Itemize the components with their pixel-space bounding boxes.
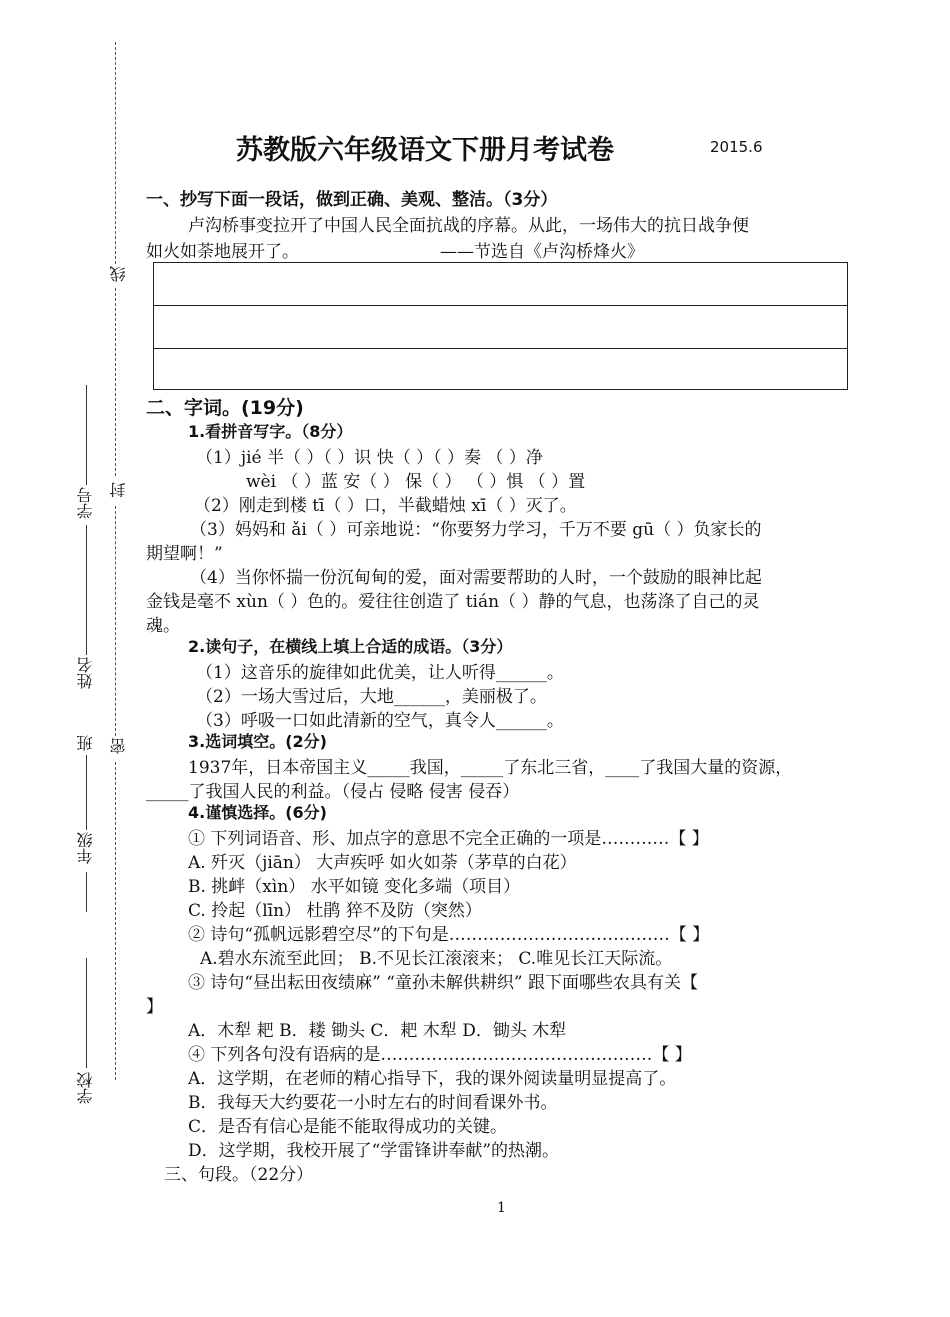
cut-line-segment — [115, 42, 116, 264]
q4-line: ① 下列词语音、形、加点字的意思不完全正确的一项是…………【 】 — [188, 829, 709, 849]
q4-line: 】 — [146, 997, 163, 1017]
q1-line: 魂。 — [146, 616, 180, 636]
q1-line: （1）jié 半（ ）（ ）识 快（ ）（ ）奏 （ ）净 — [196, 448, 543, 468]
q2-heading: 2.读句子，在横线上填上合适的成语。（3分） — [188, 637, 513, 656]
cut-label-line: 线 — [109, 266, 128, 282]
copy-writing-row[interactable] — [154, 263, 847, 306]
q3-line: 1937年，日本帝国主义_____我国，_____了东北三省，____了我国大量的资源， — [188, 758, 793, 778]
cut-line-segment — [115, 506, 116, 736]
q1-line: wèi （ ）蓝 安（ ） 保（ ） （ ）惧 （ ）置 — [246, 472, 586, 492]
q4-line: ② 诗句“孤帆远影碧空尽”的下句是…………………………………【 】 — [188, 925, 710, 945]
section1-passage-line2: 如火如荼地展开了。 — [146, 242, 299, 262]
q4-line: A. 歼灭（jiān） 大声疾呼 如火如荼（茅草的白花） — [188, 853, 577, 873]
section3-heading: 三、句段。（22分） — [164, 1165, 314, 1185]
section1-passage-line1: 卢沟桥事变拉开了中国人民全面抗战的序幕。从此，一场伟大的抗日战争便 — [188, 216, 749, 236]
q4-heading: 4.谨慎选择。(6分) — [188, 803, 327, 822]
copy-writing-box[interactable] — [153, 262, 848, 390]
exam-title: 苏教版六年级语文下册月考试卷 — [236, 135, 614, 166]
q1-heading: 1.看拼音写字。（8分） — [188, 422, 353, 441]
q4-line: A．这学期，在老师的精心指导下，我的课外阅读量明显提高了。 — [188, 1069, 677, 1089]
student-no-label: 学号 — [76, 487, 95, 519]
q4-line: C．是否有信心是能不能取得成功的关键。 — [188, 1117, 508, 1137]
copy-writing-row[interactable] — [154, 306, 847, 349]
cut-label-close: 密 — [109, 738, 128, 754]
q4-line: A.碧水东流至此回； B.不见长江滚滚来； C.唯见长江天际流。 — [200, 949, 673, 969]
q1-line: （3）妈妈和 ǎi（ ）可亲地说：“你要努力学习，千万不要 gū（ ）负家长的 — [190, 520, 762, 540]
exam-date: 2015.6 — [710, 138, 763, 156]
grade-label: 年级 — [76, 832, 95, 864]
q1-line: 金钱是毫不 xùn（ ）色的。爱往往创造了 tián（ ）静的气息，也荡涤了自己的灵 — [146, 592, 760, 612]
q2-line: （3）呼吸一口如此清新的空气，真令人______。 — [196, 711, 564, 731]
class-blank[interactable] — [86, 755, 87, 830]
cut-line-segment — [115, 288, 116, 476]
q1-line: （4）当你怀揣一份沉甸甸的爱，面对需要帮助的人时，一个鼓励的眼神比起 — [190, 568, 762, 588]
school-label: 学校 — [76, 1072, 95, 1104]
school-blank[interactable] — [86, 958, 87, 1068]
q4-line: B．我每天大约要花一小时左右的时间看课外书。 — [188, 1093, 558, 1113]
section1-heading: 一、抄写下面一段话，做到正确、美观、整洁。（3分） — [146, 190, 558, 210]
q1-line: 期望啊！” — [146, 544, 223, 564]
q4-line: D．这学期，我校开展了“学雷锋讲奉献”的热潮。 — [188, 1141, 560, 1161]
q4-line: B. 挑衅（xìn） 水平如镜 变化多端（项目） — [188, 877, 521, 897]
section1-source: ——节选自《卢沟桥烽火》 — [440, 242, 644, 262]
q4-line: ④ 下列各句没有语病的是…………………………………………【 】 — [188, 1045, 692, 1065]
page-number: 1 — [497, 1200, 506, 1216]
cut-line-segment — [115, 762, 116, 1080]
q1-line: （2）刚走到楼 tī（ ）口，半截蜡烛 xī（ ）灭了。 — [194, 496, 577, 516]
name-label: 姓名 — [76, 657, 95, 689]
q2-line: （1）这音乐的旋律如此优美，让人听得______。 — [196, 663, 564, 683]
q4-line: C. 拎起（līn） 杜鹃 猝不及防（突然） — [188, 901, 482, 921]
q2-line: （2）一场大雪过后，大地______，美丽极了。 — [196, 687, 547, 707]
cut-label-seal: 封 — [109, 482, 128, 498]
copy-writing-row[interactable] — [154, 349, 847, 391]
class-label: 班 — [76, 735, 95, 751]
q3-heading: 3.选词填空。(2分) — [188, 732, 327, 751]
q3-line: _____了我国人民的利益。（侵占 侵略 侵害 侵吞） — [146, 782, 520, 802]
section2-heading: 二、字词。(19分) — [146, 397, 304, 419]
student-no-blank[interactable] — [86, 385, 87, 485]
name-blank[interactable] — [86, 525, 87, 655]
q4-line: A．木犁 耙 B．耧 锄头 C．耙 木犁 D．锄头 木犁 — [188, 1021, 567, 1041]
grade-blank[interactable] — [86, 872, 87, 912]
q4-line: ③ 诗句“昼出耘田夜绩麻” “童孙未解供耕织” 跟下面哪些农具有关【 — [188, 973, 698, 993]
